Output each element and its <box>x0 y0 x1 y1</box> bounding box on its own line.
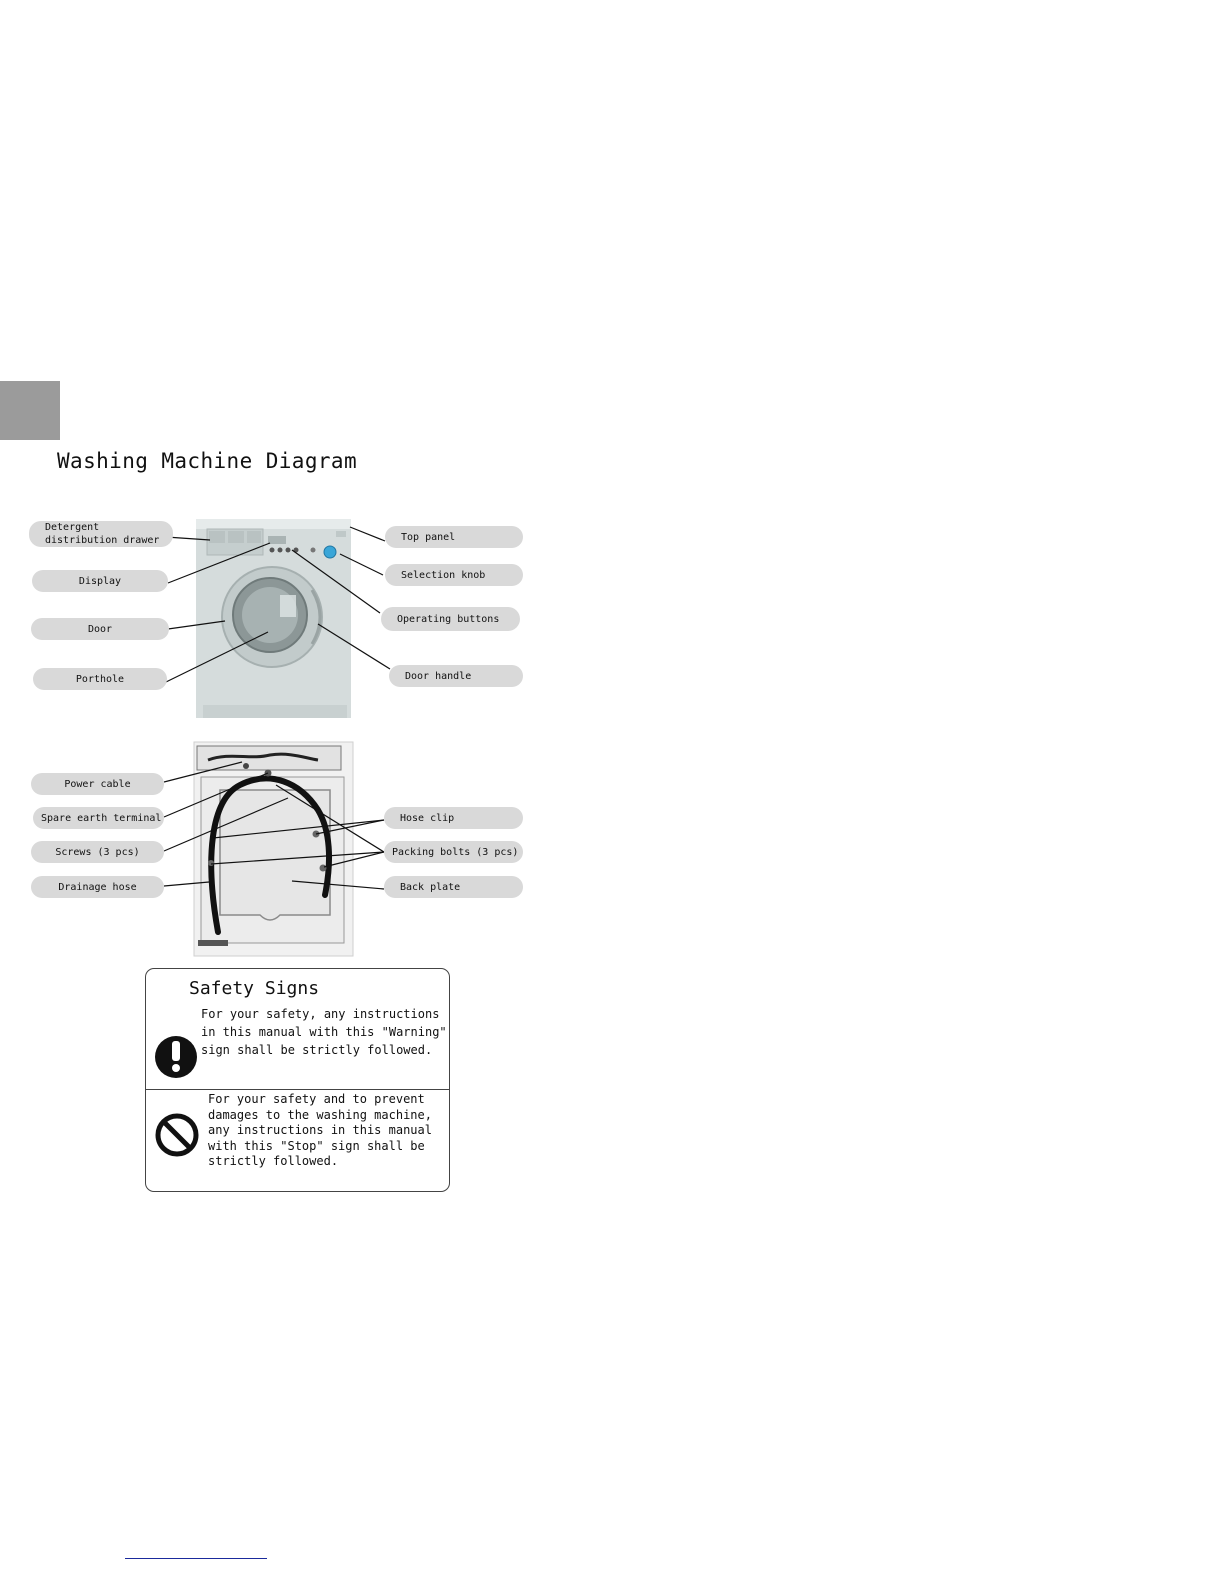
safety-divider <box>145 1089 450 1090</box>
label-detergent-drawer-line1: Detergent <box>45 522 100 533</box>
label-door-handle: Door handle <box>389 665 523 687</box>
label-top-panel: Top panel <box>385 526 523 548</box>
label-detergent-drawer <box>29 521 173 547</box>
label-packing-bolts: Packing bolts (3 pcs) <box>384 841 523 863</box>
stop-sign-text: For your safety and to prevent damages to the washing machine, any instructions in this manual with this "Stop" sign shall be strictly followed. <box>208 1092 432 1168</box>
footer-link-underline[interactable] <box>125 1558 267 1559</box>
label-porthole: Porthole <box>33 668 167 690</box>
safety-title: Safety Signs <box>189 978 320 999</box>
label-hose-clip: Hose clip <box>384 807 523 829</box>
label-display: Display <box>32 570 168 592</box>
label-screws: Screws (3 pcs) <box>31 841 164 863</box>
warning-sign-text: For your safety, any instructions in this manual with this "Warning" sign shall be strictly followed. <box>201 1007 447 1057</box>
label-operating-buttons: Operating buttons <box>381 607 520 631</box>
label-power-cable: Power cable <box>31 773 164 795</box>
label-back-plate: Back plate <box>384 876 523 898</box>
label-selection-knob: Selection knob <box>385 564 523 586</box>
label-spare-earth-terminal: Spare earth terminal <box>33 807 164 829</box>
label-drainage-hose: Drainage hose <box>31 876 164 898</box>
back-view-photo <box>194 742 353 956</box>
label-detergent-drawer-line2: distribution drawer <box>45 535 160 546</box>
page-title: Washing Machine Diagram <box>57 449 357 473</box>
front-view-photo <box>196 519 351 718</box>
label-door: Door <box>31 618 169 640</box>
